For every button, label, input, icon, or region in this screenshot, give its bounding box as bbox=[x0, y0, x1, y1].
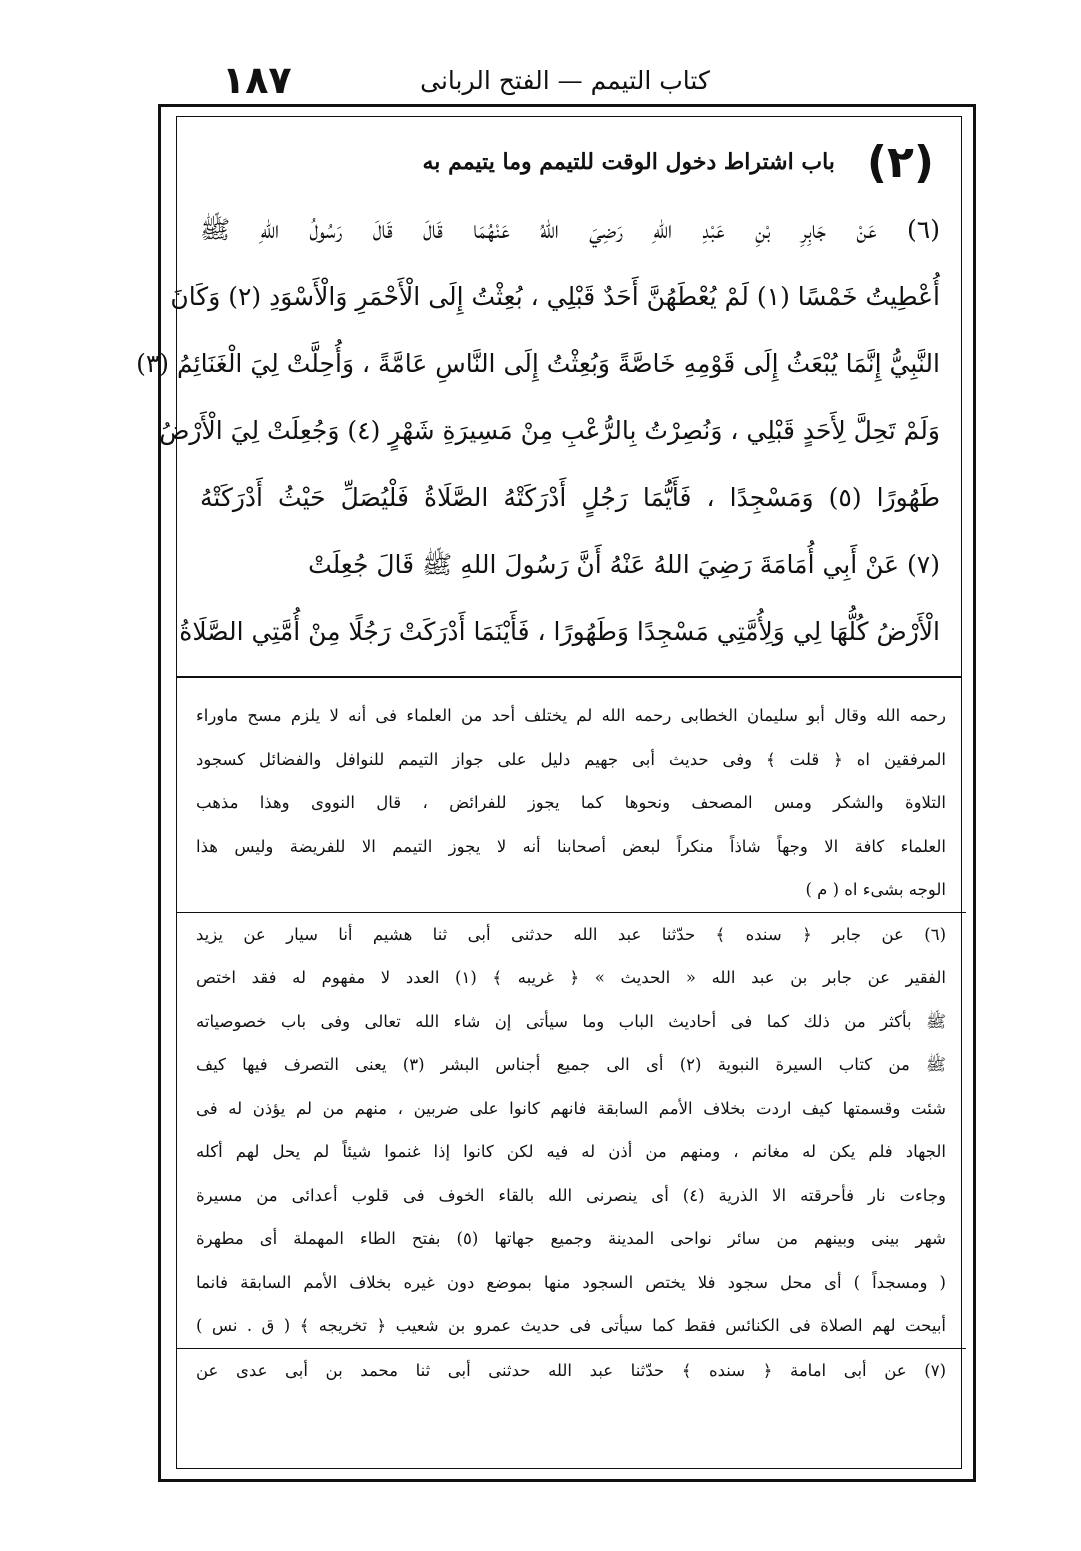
commentary-line: أبيحت لهم الصلاة فى الكنائس فقط كما سيأتى فى حديث عمرو بن شعيب ﴿ تخريجه ﴾ ( ق . نس ) bbox=[196, 1316, 946, 1335]
chapter-number: (٢) bbox=[866, 136, 934, 188]
commentary-block bbox=[196, 694, 946, 1392]
commentary-line: ﷺ بأكثر من ذلك كما فى أحاديث الباب وما سيأتى إن شاء الله تعالى وفى باب خصوصياته bbox=[196, 1011, 946, 1031]
chapter-title: باب اشتراط دخول الوقت للتيمم وما يتيمم به bbox=[422, 149, 835, 175]
hadith-line: النَّبِيُّ إِنَّمَا يُبْعَثُ إِلَى قَوْمِهِ خَاصَّةً وَبُعِثْتُ إِلَى النَّاسِ عَامَّةً ، وَأُحِلَّتْ لِيَ الْغَنَائِمُ (٣) bbox=[136, 349, 940, 378]
chapter-heading bbox=[200, 128, 940, 196]
page-number: ١٨٧ bbox=[222, 58, 292, 102]
hadith-line: الْأَرْضُ كُلُّهَا لِي وَلِأُمَّتِي مَسْجِدًا وَطَهُورًا ، فَأَيْنَمَا أَدْرَكَتْ رَجُلًا مِنْ أُمَّتِي الصَّلَاةُ bbox=[179, 617, 940, 646]
hadith-line: وَلَمْ تَحِلَّ لِأَحَدٍ قَبْلِي ، وَنُصِرْتُ بِالرُّعْبِ مِنْ مَسِيرَةِ شَهْرٍ (٤) وَجُعِلَتْ لِيَ الْأَرْضُ bbox=[159, 416, 940, 445]
commentary-line: (٦) عن جابر ﴿ سنده ﴾ حدّثنا عبد الله حدثنى أبى ثنا هشيم أنا سيار عن يزيد bbox=[196, 924, 946, 944]
commentary-line: ( ومسجداً ) أى محل سجود فلا يختص السجود منها بموضع دون غيره بخلاف الأمم السابقة فانما bbox=[196, 1272, 946, 1292]
text-commentary-divider bbox=[176, 676, 962, 678]
commentary-line: التلاوة والشكر ومس المصحف ونحوها كما يجوز للفرائض ، قال النووى وهذا مذهب bbox=[196, 793, 946, 812]
hadith-text-block bbox=[136, 128, 940, 665]
commentary-line: الجهاد فلم يكن له مغانم ، ومنهم من أذن له فيه لكن كانوا إذا غنموا شيئاً لم يحل لهم أكله bbox=[196, 1142, 946, 1161]
hadith-line: طَهُورًا (٥) وَمَسْجِدًا ، فَأَيُّمَا رَجُلٍ أَدْرَكَتْهُ الصَّلَاةُ فَلْيُصَلِّ حَيْثُ أَدْرَكَتْهُ bbox=[200, 483, 940, 512]
running-title: كتاب التيمم — الفتح الربانى bbox=[420, 65, 710, 95]
commentary-line: (٧) عن أبى امامة ﴿ سنده ﴾ حدّثنا عبد الله حدثنى أبى ثنا محمد بن أبى عدى عن bbox=[196, 1360, 946, 1380]
commentary-line: شئت وقسمتها كيف اردت بخلاف الأمم السابقة فانهم كانوا على ضربين ، منهم من لم يؤذن له فى bbox=[196, 1098, 946, 1118]
commentary-line: المرفقين اه ﴿ قلت ﴾ وفى حديث أبى جهيم دليل على جواز التيمم للنوافل والفضائل كسجود bbox=[196, 749, 946, 769]
hadith-line: أُعْطِيتُ خَمْسًا (١) لَمْ يُعْطَهُنَّ أَحَدٌ قَبْلِي ، بُعِثْتُ إِلَى الْأَحْمَرِ وَالْأَسْوَدِ (٢) وَكَانَ bbox=[170, 282, 940, 311]
commentary-line: الوجه بشىء اه ( م ) bbox=[805, 880, 946, 899]
commentary-line: الفقير عن جابر بن عبد الله « الحديث » ﴿ غريبه ﴾ (١) العدد لا مفهوم له فقد اختص bbox=[196, 968, 946, 987]
commentary-line: ﷺ من كتاب السيرة النبوية (٢) أى الى جميع أجناس البشر (٣) يعنى التصرف فيها كيف bbox=[196, 1055, 946, 1074]
commentary-line: وجاءت نار فأحرقته الا الذرية (٤) أى ينصرنى الله بالقاء الخوف فى قلوب أعدائى من مسيرة bbox=[196, 1185, 946, 1205]
commentary-line: شهر بينى وبينهم من سائر نواحى المدينة وجميع جهاتها (٥) بفتح الطاء المهملة أى مطهرة bbox=[196, 1229, 946, 1248]
commentary-line: العلماء كافة الا وجهاً شاذاً منكراً لبعض أصحابنا أنه لا يجوز التيمم الا للفريضة وليس هذا bbox=[196, 836, 946, 856]
hadith-line: (٧) عَنْ أَبِي أُمَامَةَ رَضِيَ اللهُ عَنْهُ أَنَّ رَسُولَ اللهِ ﷺ قَالَ جُعِلَتْ bbox=[308, 550, 940, 579]
commentary-line: رحمه الله وقال أبو سليمان الخطابى رحمه الله لم يختلف أحد من العلماء فى أنه لا يلزم مسح ماوراء bbox=[196, 706, 946, 725]
page-header bbox=[160, 58, 970, 102]
hadith-line: (٦) عَنْ جَابِرِ بْنِ عَبْدِ اللهِ رَضِيَ اللهُ عَنْهُمَا قَالَ قَالَ رَسُولُ اللهِ ﷺ bbox=[200, 215, 940, 244]
